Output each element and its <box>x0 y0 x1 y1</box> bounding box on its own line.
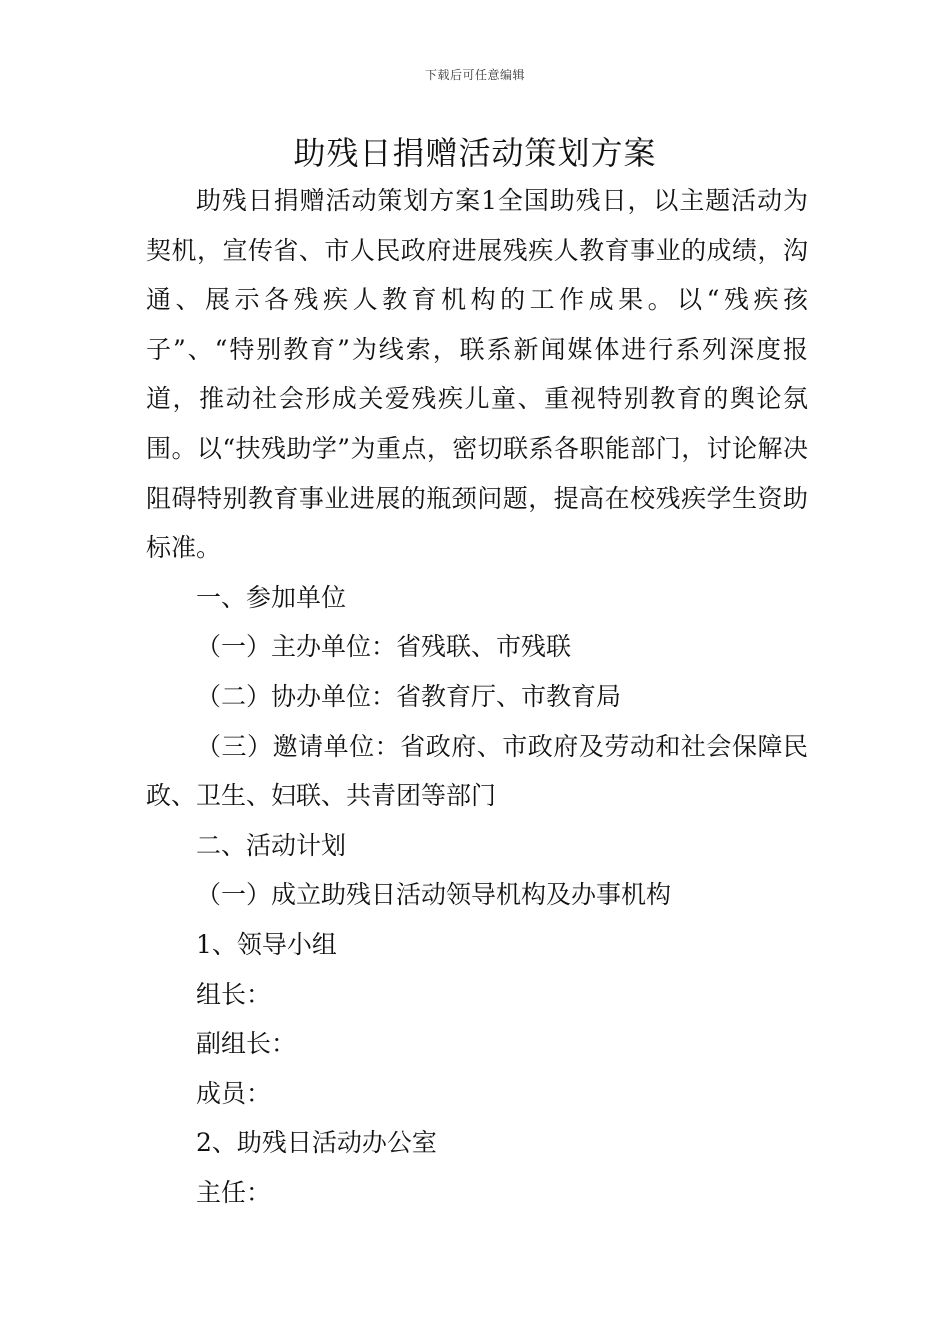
plan-item-leadership: （一）成立助残日活动领导机构及办事机构 <box>196 880 672 910</box>
office-heading: 2、助残日活动办公室 <box>196 1128 437 1158</box>
leadership-group-heading: 1、领导小组 <box>196 929 337 959</box>
section-heading-participants: 一、参加单位 <box>196 582 347 612</box>
group-leader-line: 组长： <box>196 979 272 1009</box>
section-heading-plan: 二、活动计划 <box>196 830 347 860</box>
invited-units-item: （三）邀请单位：省政府、市政府及劳动和社会保障民政、卫生、妇联、共青团等部门 <box>146 731 808 811</box>
members-line: 成员： <box>196 1078 272 1108</box>
document-body <box>146 176 808 1217</box>
deputy-leader-line: 副组长： <box>196 1029 297 1059</box>
document-title: 助残日捐赠活动策划方案 <box>293 134 657 172</box>
organizer-item: （一）主办单位：省残联、市残联 <box>196 632 572 662</box>
intro-paragraph: 助残日捐赠活动策划方案1全国助残日，以主题活动为契机，宣传省、市人民政府进展残疾人教育事业的成绩，沟通、展示各残疾人教育机构的工作成果。以“残疾孩子”、“特别教育”为线索，联系新闻媒体进行系列深度报道，推动社会形成关爱残疾儿童、重视特别教育的舆论氛围。以“扶残助学”为重点，密切联系各职能部门，讨论解决阻碍特别教育事业进展的瓶颈问题，提高在校残疾学生资助标准。 <box>146 186 808 563</box>
director-line: 主任： <box>196 1177 272 1207</box>
page-header-note: 下载后可任意编辑 <box>424 68 525 82</box>
co-organizer-item: （二）协办单位：省教育厅、市教育局 <box>196 681 622 711</box>
